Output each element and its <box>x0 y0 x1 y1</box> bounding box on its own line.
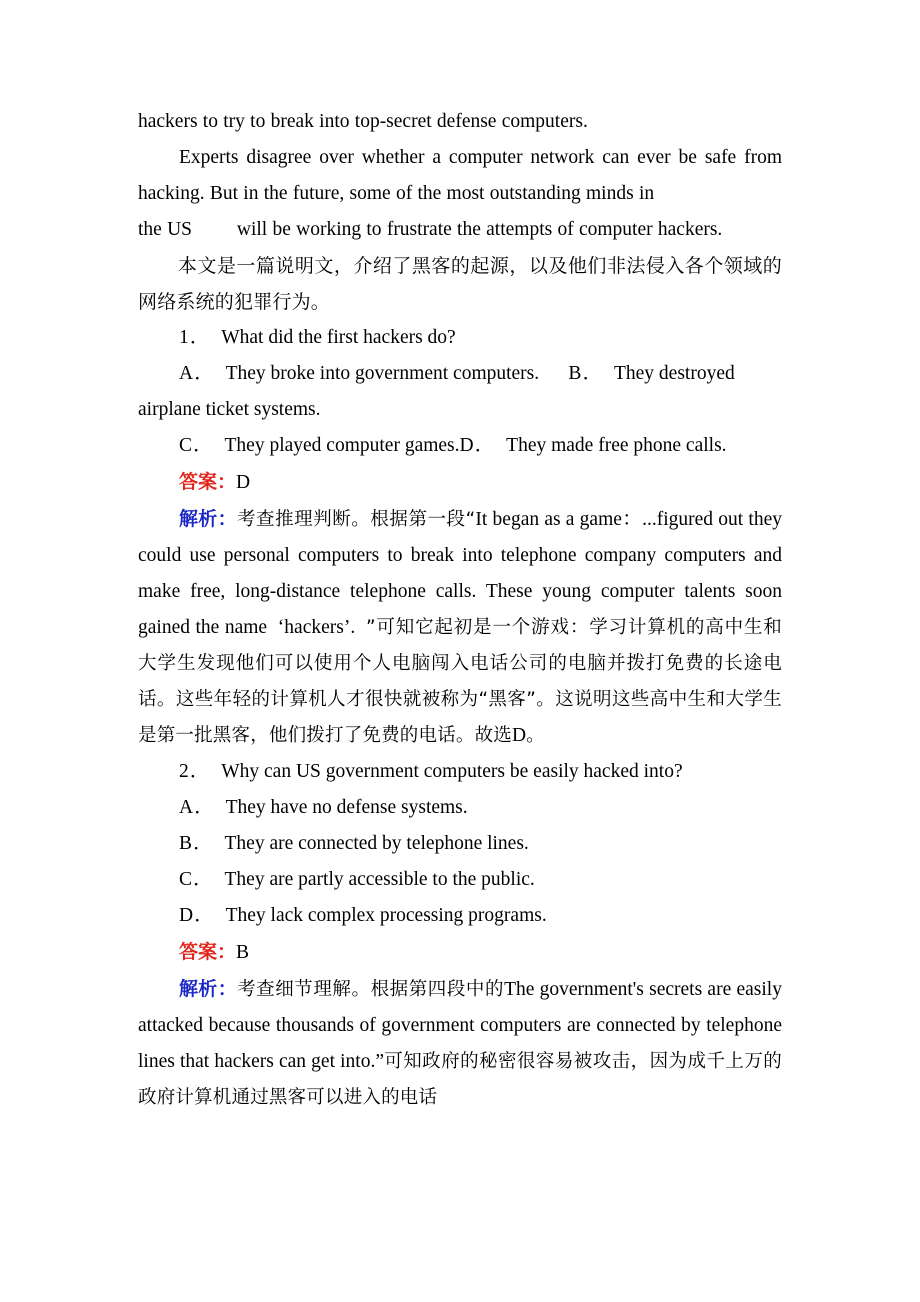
question-2-answer-value: B <box>235 942 249 963</box>
question-1-option-b-overflow[interactable]: airplane ticket systems. <box>138 399 321 420</box>
question-1-analysis-quote: It began as a game：...figured out they could use personal computers to break into telephone company computers and make free, long-distance telephone calls. These young computer talents soon gained the name <box>138 509 782 638</box>
question-1-options-row-2 <box>138 428 782 464</box>
question-1-option-d-text[interactable]: They made free phone calls. <box>506 435 727 456</box>
question-1-analysis-quote-inner: ‘hackers’. <box>277 617 356 638</box>
passage-experts-paragraph-part2 <box>138 212 782 248</box>
question-1-option-c-marker[interactable]: C． <box>178 435 214 456</box>
question-1-option-b-text-start[interactable]: They destroyed <box>613 363 735 384</box>
document-page <box>138 104 782 1116</box>
question-2-option-d-text[interactable]: They lack complex processing programs. <box>225 905 547 926</box>
question-2-option-c-text[interactable]: They are partly accessible to the public. <box>224 869 535 890</box>
question-2-option-b-marker[interactable]: B． <box>178 833 214 854</box>
answer-label: 答案 <box>178 471 217 493</box>
passage-summary-chinese: 本文是一篇说明文，介绍了黑客的起源，以及他们非法侵入各个领域的网络系统的犯罪行为。 <box>138 255 782 313</box>
question-1-option-a-text[interactable]: They broke into government computers. <box>225 363 540 384</box>
answer-label: 答案 <box>178 941 217 963</box>
question-1-stem <box>138 320 782 356</box>
answer-colon: ： <box>216 471 236 493</box>
passage-continuation-line: hackers to try to break into top-secret defense computers. <box>138 111 588 132</box>
question-2-option-b-text[interactable]: They are connected by telephone lines. <box>224 833 529 854</box>
analysis-label: 解析 <box>178 508 218 530</box>
passage-experts-tail: will be working to frustrate the attempts of computer hackers. <box>236 219 723 240</box>
question-2-option-d-marker[interactable]: D． <box>178 905 215 926</box>
answer-colon: ： <box>216 941 236 963</box>
quote-open-mark: “ <box>465 509 476 530</box>
question-2-number: 2． <box>178 761 211 782</box>
analysis-colon: ： <box>217 978 238 1000</box>
question-1-option-d-marker[interactable]: D． <box>459 435 496 456</box>
question-2-option-a-marker[interactable]: A． <box>178 797 215 818</box>
analysis-label: 解析 <box>178 978 218 1000</box>
question-1-stem-text: What did the first hackers do? <box>221 327 456 348</box>
passage-experts-paragraph-part1: Experts disagree over whether a computer network can ever be safe from hacking. But in the future, some of the most outstanding minds in <box>138 147 782 204</box>
question-1-analysis-answer-letter: D <box>512 725 527 746</box>
question-2-answer-line <box>138 934 782 971</box>
quote-close-mark: ” <box>365 617 376 638</box>
question-2-stem <box>138 754 782 790</box>
question-2-option-b[interactable] <box>138 826 782 862</box>
passage-the-us-fragment: the US <box>138 219 193 240</box>
question-2-option-a[interactable] <box>138 790 782 826</box>
question-2-option-c[interactable] <box>138 862 782 898</box>
question-2-analysis-quote: The government's secrets are easily attacked because thousands of government computers are connected by telephone lines that hackers can get into. <box>138 979 782 1072</box>
question-2-stem-text: Why can US government computers be easily hacked into? <box>221 761 683 782</box>
question-1-answer-line <box>138 464 782 501</box>
question-2-option-d[interactable] <box>138 898 782 934</box>
question-2-option-a-text[interactable]: They have no defense systems. <box>225 797 468 818</box>
question-2-analysis-tail: 可知政府的秘密很容易被攻击，因为成千上万的政府计算机通过黑客可以进入的电话 <box>138 1051 783 1108</box>
quote-close-mark: ” <box>375 1051 385 1072</box>
question-1-analysis <box>138 501 782 754</box>
question-1-option-a-marker[interactable]: A． <box>178 363 215 384</box>
question-2-option-c-marker[interactable]: C． <box>178 869 214 890</box>
question-1-answer-value: D <box>235 472 251 493</box>
question-2-analysis <box>138 971 782 1116</box>
question-1-number: 1． <box>178 327 211 348</box>
question-1-analysis-lead: 考查推理判断。根据第一段 <box>237 509 466 530</box>
question-1-options-row-1 <box>138 356 782 392</box>
question-1-analysis-period: 。 <box>526 725 545 746</box>
question-1-option-b-marker[interactable]: B． <box>568 363 604 384</box>
analysis-colon: ： <box>217 508 237 530</box>
question-1-option-c-text[interactable]: They played computer games. <box>224 435 460 456</box>
question-2-analysis-lead: 考查细节理解。根据第四段中的 <box>237 979 505 1000</box>
question-1-analysis-tail: 可知它起初是一个游戏：学习计算机的高中生和大学生发现他们可以使用个人电脑闯入电话公司的电脑并拨打免费的长途电话。这些年轻的计算机人才很快就被称为“黑客”。这说明这些高中生和大学生是第一批黑客，他们拨打了免费的电话。故选 <box>138 617 783 746</box>
